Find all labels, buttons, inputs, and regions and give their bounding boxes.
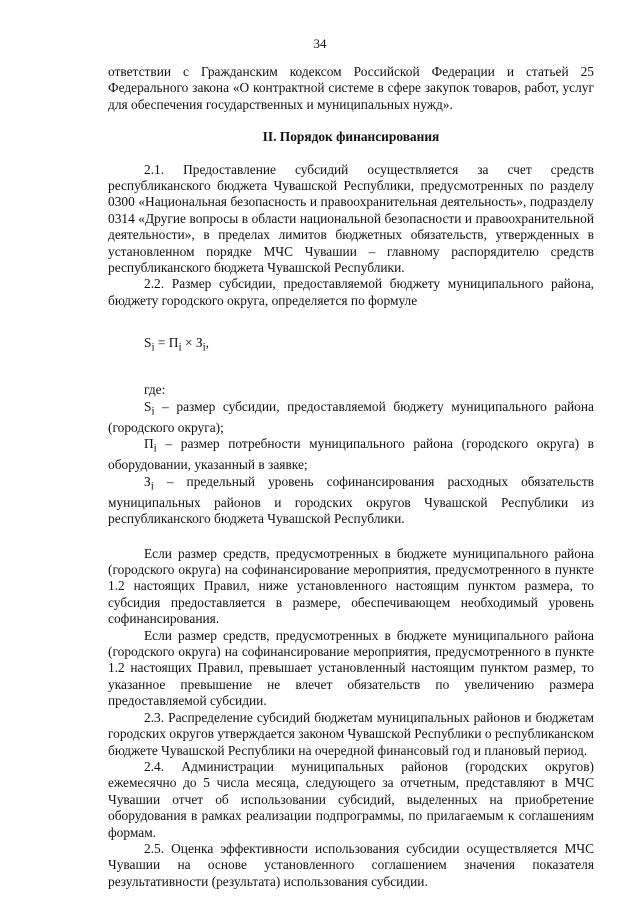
paragraph-2-3: 2.3. Распределение субсидий бюджетам муниципальных районов и бюджетам городских округов утверждается законом Чувашской Республики о республиканском бюджете Чувашской Республики на очередной финансовый год и плановый период. [108, 709, 594, 758]
document-body [108, 64, 594, 890]
def-text: – предельный уровень софинансирования расходных обязательств муниципальных районов и городских округов Чувашской Республики из республиканского бюджета Чувашской Республики. [108, 473, 594, 527]
formula-end: , [205, 335, 210, 351]
section-heading: II. Порядок финансирования [262, 129, 440, 145]
formula-times-z: × З [181, 335, 203, 351]
formula-sub: i [178, 341, 182, 354]
def-subscript: i [150, 480, 154, 493]
spacer [108, 528, 594, 546]
intro-paragraph: ответствии с Гражданским кодексом Российской Федерации и статьей 25 Федерального закона «О контрактной системе в сфере закупок товаров, работ, услуг для обеспечения государственных и муниципальных нужд». [108, 64, 594, 112]
def-subscript: i [153, 442, 157, 455]
paragraph-2-4: 2.4. Администрации муниципальных районов (городских округов) ежемесячно до 5 числа месяца, следующего за отчетным, представляют в МЧС Чувашии отчет об использовании субсидий, выделенных на приобретение оборудования в рамках реализации подпрограммы, по прилагаемым к соглашениям формам. [108, 758, 594, 840]
def-symbol: S [144, 398, 152, 414]
formula-sub: i [151, 341, 155, 354]
definition-z [108, 474, 594, 528]
def-text: – размер субсидии, предоставляемой бюджету муниципального района (городского округа); [108, 398, 594, 435]
definition-p [108, 436, 594, 473]
def-symbol: З [144, 473, 151, 489]
where-label: где: [144, 382, 166, 398]
formula-eq-p: = П [154, 335, 179, 351]
def-subscript: i [151, 405, 155, 418]
paragraph-if-more: Если размер средств, предусмотренных в бюджете муниципального района (городского округа) на софинансирование мероприятия, предусмотренного в пункте 1.2 настоящих Правил, превышает установленный настоящим пунктом размер, то указанное превышение не влечет обязательств по увеличению размера предоставляемой субсидии. [108, 627, 594, 709]
definition-s [108, 399, 594, 436]
paragraph-2-2: 2.2. Размер субсидии, предоставляемой бюджету муниципального района, бюджету городского округа, определяется по формуле [108, 276, 594, 308]
paragraph-2-1: 2.1. Предоставление субсидий осуществляется за счет средств республиканского бюджета Чувашской Республики, предусмотренных по разделу 0300 «Национальная безопасность и правоохранительная деятельность», подразделу 0314 «Другие вопросы в области национальной безопасности и правоохранительной деятельности», в пределах лимитов бюджетных обязательств, утвержденных в установленном порядке МЧС Чувашии – главному распорядителю средств республиканского бюджета Чувашской Республики. [108, 161, 594, 276]
page-number: 34 [313, 36, 327, 51]
def-symbol: П [144, 436, 154, 452]
def-text: – размер потребности муниципального района (городского округа) в оборудовании, указанный в заявке; [108, 436, 594, 473]
paragraph-if-less: Если размер средств, предусмотренных в бюджете муниципального района (городского округа) на софинансирование мероприятия, предусмотренного в пункте 1.2 настоящих Правил, ниже установленного настоящим пунктом размера, то субсидия предоставляется в размере, обеспечивающем необходимый уровень софинансирования. [108, 545, 594, 627]
formula-s: S [144, 335, 152, 351]
formula-sub: i [202, 341, 206, 354]
paragraph-2-5: 2.5. Оценка эффективности использования субсидии осуществляется МЧС Чувашии на основе установленного соглашением значения показателя результативности (результата) использования субсидии. [108, 840, 594, 889]
formula [144, 335, 594, 356]
